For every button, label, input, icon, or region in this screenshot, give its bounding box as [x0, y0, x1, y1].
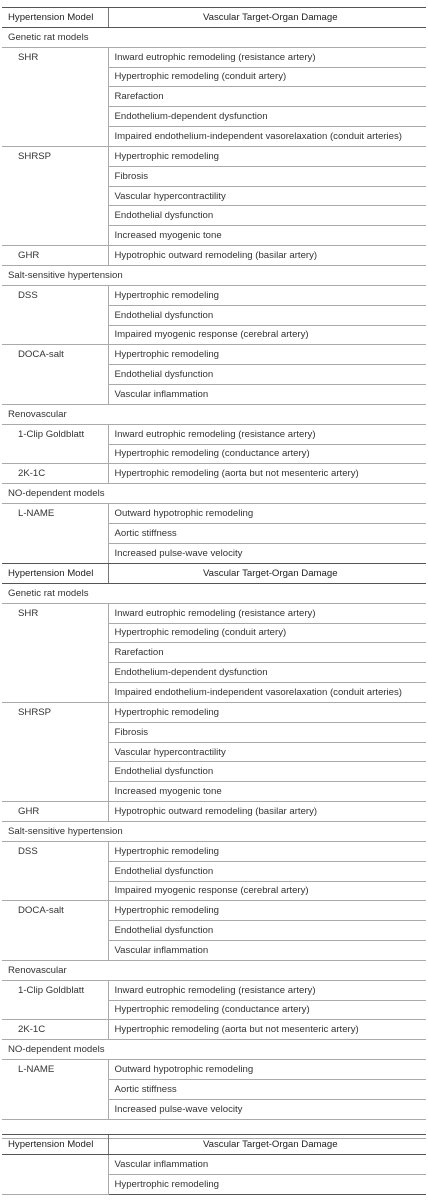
model-shr: SHR [2, 603, 108, 702]
group-row [2, 404, 426, 424]
group-reno-title: Renovascular [2, 404, 426, 424]
damage-cell: Impaired endothelium-independent vasorelaxation (conduit arteries) [108, 127, 426, 147]
group-salt-title: Salt-sensitive hypertension [2, 821, 426, 841]
header-model: Hypertension Model [2, 564, 108, 584]
damage-cell: Hypertrophic remodeling [108, 841, 426, 861]
model-shr: SHR [2, 47, 108, 146]
model-doca-salt: DOCA-salt [2, 345, 108, 405]
damage-cell: Endothelial dysfunction [108, 762, 426, 782]
damage-cell: Impaired endothelium-independent vasorelaxation (conduit arteries) [108, 683, 426, 703]
damage-cell: Outward hypotrophic remodeling [108, 504, 426, 524]
damage-cell: Hypertrophic remodeling (conductance artery) [108, 444, 426, 464]
damage-cell: Hypertrophic remodeling [108, 285, 426, 305]
damage-cell: Hypotrophic outward remodeling (basilar artery) [108, 802, 426, 822]
model-dss: DSS [2, 841, 108, 901]
model-ghr: GHR [2, 246, 108, 266]
damage-cell: Hypertrophic remodeling (aorta but not mesenteric artery) [108, 464, 426, 484]
damage-cell: Increased myogenic tone [108, 226, 426, 246]
damage-cell: Inward eutrophic remodeling (resistance artery) [108, 980, 426, 1000]
table-row [2, 841, 426, 861]
group-no-title: NO-dependent models [2, 484, 426, 504]
model-1-clip-goldblatt: 1-Clip Goldblatt [2, 424, 108, 464]
table-header-row [2, 1135, 426, 1155]
damage-cell: Hypertrophic remodeling [108, 146, 426, 166]
table-row [2, 464, 426, 484]
group-genetic-title: Genetic rat models [2, 583, 426, 603]
damage-cell: Increased myogenic tone [108, 782, 426, 802]
group-row [2, 583, 426, 603]
header-model: Hypertension Model [2, 1135, 108, 1155]
organ-damage-table [2, 563, 426, 1139]
table-row [2, 424, 426, 444]
table-row [2, 345, 426, 365]
damage-cell: Endothelium-dependent dysfunction [108, 107, 426, 127]
damage-cell: Hypertrophic remodeling [108, 901, 426, 921]
table-row [2, 901, 426, 921]
table-header-row [2, 8, 426, 28]
table-header-row [2, 564, 426, 584]
damage-cell: Endothelial dysfunction [108, 305, 426, 325]
damage-cell: Hypertrophic remodeling [108, 1174, 426, 1194]
group-row [2, 265, 426, 285]
damage-cell: Vascular inflammation [108, 1154, 426, 1174]
model-2k-1c: 2K-1C [2, 1020, 108, 1040]
group-row [2, 1040, 426, 1060]
table-row [2, 285, 426, 305]
damage-cell: Endothelial dysfunction [108, 365, 426, 385]
table-row [2, 47, 426, 67]
damage-cell: Hypertrophic remodeling (conduit artery) [108, 623, 426, 643]
model-2k-1c: 2K-1C [2, 464, 108, 484]
group-reno-title: Renovascular [2, 960, 426, 980]
damage-cell: Vascular inflammation [108, 385, 426, 405]
table-row [2, 146, 426, 166]
model-shrsp: SHRSP [2, 702, 108, 801]
table-row [2, 246, 426, 266]
group-row [2, 960, 426, 980]
damage-cell: Fibrosis [108, 166, 426, 186]
table-row [2, 1020, 426, 1040]
damage-cell: Aortic stiffness [108, 523, 426, 543]
damage-cell: Endothelial dysfunction [108, 861, 426, 881]
damage-cell: Endothelial dysfunction [108, 206, 426, 226]
header-damage: Vascular Target-Organ Damage [108, 8, 426, 28]
damage-cell: Rarefaction [108, 87, 426, 107]
damage-cell: Hypotrophic outward remodeling (basilar artery) [108, 246, 426, 266]
group-genetic-title: Genetic rat models [2, 27, 426, 47]
table-row [2, 802, 426, 822]
header-model: Hypertension Model [2, 8, 108, 28]
damage-cell: Fibrosis [108, 722, 426, 742]
damage-cell: Inward eutrophic remodeling (resistance artery) [108, 47, 426, 67]
group-row [2, 821, 426, 841]
model-l-name: L-NAME [2, 504, 108, 564]
group-no-title: NO-dependent models [2, 1040, 426, 1060]
model-shrsp: SHRSP [2, 146, 108, 245]
damage-cell: Vascular hypercontractility [108, 186, 426, 206]
table-row [2, 603, 426, 623]
table-row [2, 1154, 426, 1174]
table-row [2, 1060, 426, 1080]
damage-cell: Inward eutrophic remodeling (resistance artery) [108, 603, 426, 623]
header-damage: Vascular Target-Organ Damage [108, 564, 426, 584]
damage-cell: Impaired myogenic response (cerebral artery) [108, 325, 426, 345]
group-row [2, 484, 426, 504]
damage-cell: Endothelial dysfunction [108, 921, 426, 941]
damage-cell: Increased pulse-wave velocity [108, 543, 426, 563]
model-dss: DSS [2, 285, 108, 345]
model-l-name: L-NAME [2, 1060, 108, 1120]
model-ghr: GHR [2, 802, 108, 822]
damage-cell: Increased pulse-wave velocity [108, 1099, 426, 1119]
organ-damage-table [2, 7, 426, 564]
organ-damage-table [2, 1134, 426, 1195]
table-row [2, 702, 426, 722]
damage-cell: Hypertrophic remodeling (aorta but not mesenteric artery) [108, 1020, 426, 1040]
header-damage: Vascular Target-Organ Damage [108, 1135, 426, 1155]
model-cell-empty [2, 1154, 108, 1194]
damage-cell: Hypertrophic remodeling [108, 702, 426, 722]
damage-cell: Hypertrophic remodeling (conduit artery) [108, 67, 426, 87]
damage-cell: Hypertrophic remodeling (conductance artery) [108, 1000, 426, 1020]
damage-cell: Vascular hypercontractility [108, 742, 426, 762]
damage-cell: Rarefaction [108, 643, 426, 663]
model-doca-salt: DOCA-salt [2, 901, 108, 961]
damage-cell: Outward hypotrophic remodeling [108, 1060, 426, 1080]
damage-cell: Aortic stiffness [108, 1079, 426, 1099]
model-1-clip-goldblatt: 1-Clip Goldblatt [2, 980, 108, 1020]
damage-cell: Vascular inflammation [108, 941, 426, 961]
damage-cell: Impaired myogenic response (cerebral artery) [108, 881, 426, 901]
damage-cell: Inward eutrophic remodeling (resistance artery) [108, 424, 426, 444]
table-row [2, 504, 426, 524]
table-row [2, 980, 426, 1000]
group-salt-title: Salt-sensitive hypertension [2, 265, 426, 285]
damage-cell: Endothelium-dependent dysfunction [108, 663, 426, 683]
group-row [2, 27, 426, 47]
damage-cell: Hypertrophic remodeling [108, 345, 426, 365]
